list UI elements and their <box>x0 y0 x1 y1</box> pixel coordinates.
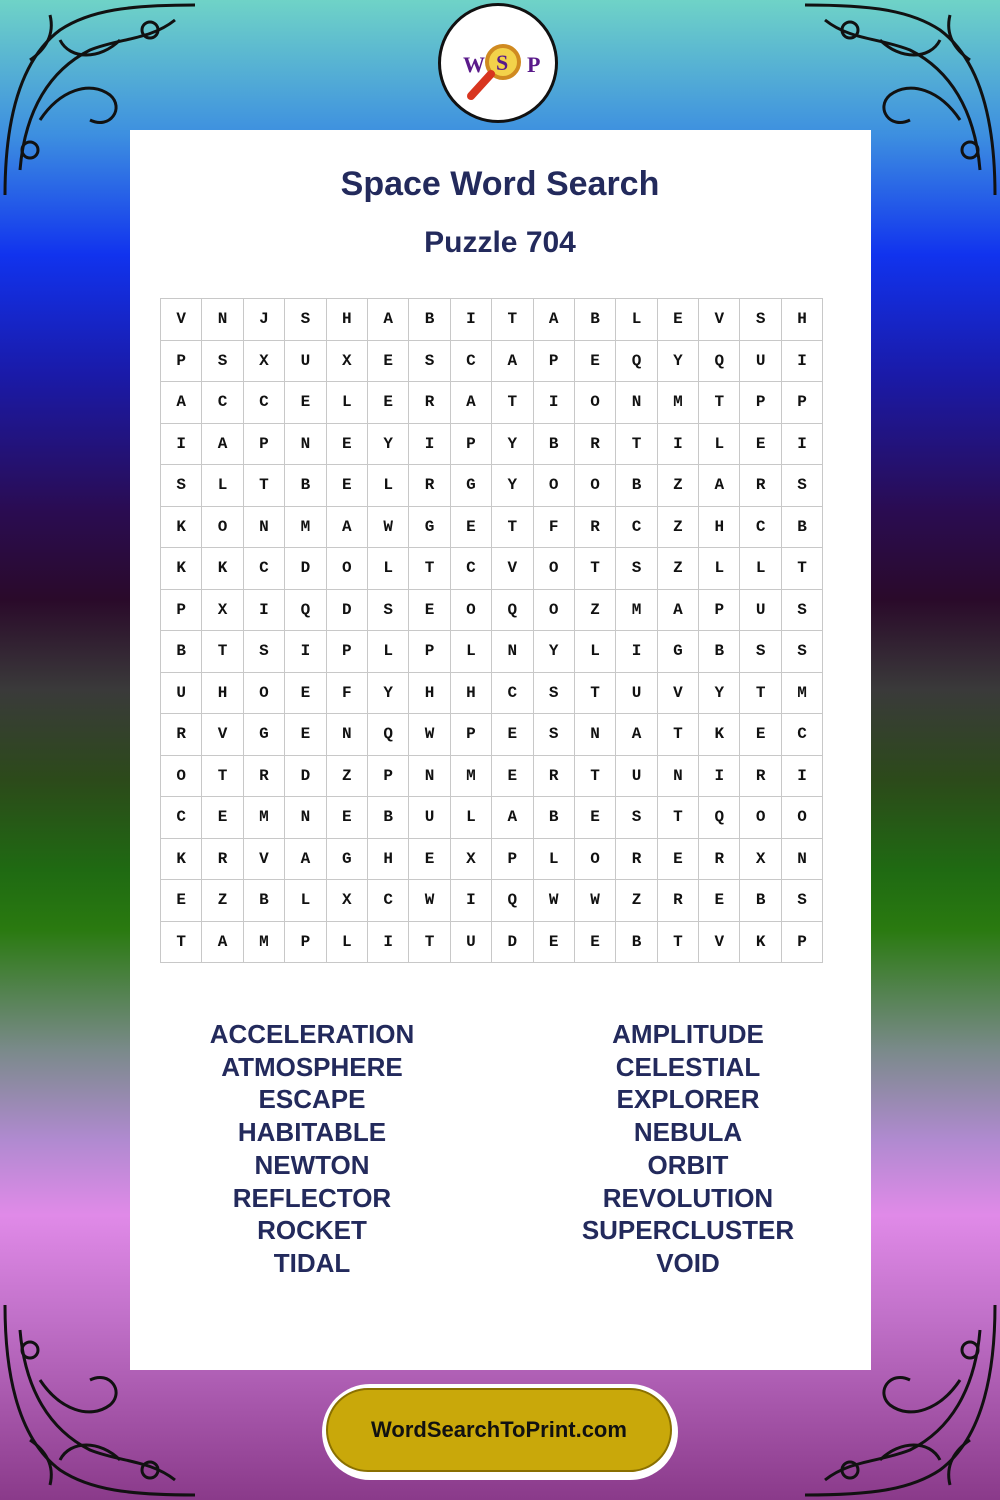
grid-row <box>161 506 823 548</box>
grid-cell[interactable]: I <box>657 423 698 465</box>
grid-cell[interactable]: I <box>781 340 822 382</box>
grid-cell[interactable]: K <box>699 714 740 756</box>
grid-cell[interactable]: S <box>740 631 781 673</box>
grid-cell[interactable]: T <box>740 672 781 714</box>
grid-cell[interactable]: M <box>616 589 657 631</box>
grid-cell[interactable]: M <box>243 921 284 963</box>
grid-cell[interactable]: N <box>781 838 822 880</box>
grid-cell[interactable]: N <box>492 631 533 673</box>
footer-site-link[interactable]: WordSearchToPrint.com <box>326 1388 672 1472</box>
grid-cell[interactable]: A <box>492 797 533 839</box>
grid-cell[interactable]: Y <box>367 423 408 465</box>
grid-cell[interactable]: O <box>533 465 574 507</box>
grid-cell[interactable]: H <box>326 299 367 341</box>
grid-cell[interactable]: N <box>409 755 450 797</box>
grid-cell[interactable]: T <box>409 921 450 963</box>
grid-cell[interactable]: A <box>492 340 533 382</box>
grid-cell[interactable]: N <box>657 755 698 797</box>
grid-cell[interactable]: Z <box>657 506 698 548</box>
grid-cell[interactable]: B <box>409 299 450 341</box>
grid-cell[interactable]: X <box>326 340 367 382</box>
grid-cell[interactable]: O <box>740 797 781 839</box>
grid-cell[interactable]: C <box>202 382 243 424</box>
grid-row <box>161 340 823 382</box>
grid-cell[interactable]: S <box>243 631 284 673</box>
grid-cell[interactable]: P <box>161 589 202 631</box>
grid-cell[interactable]: P <box>781 921 822 963</box>
grid-row <box>161 714 823 756</box>
grid-cell[interactable]: V <box>492 548 533 590</box>
grid-cell[interactable]: O <box>533 589 574 631</box>
word-list-item: AMPLITUDE <box>612 1019 764 1049</box>
word-list-item: HABITABLE <box>237 1117 387 1148</box>
page-title: Space Word Search <box>340 165 660 203</box>
grid-cell[interactable]: H <box>409 672 450 714</box>
grid-cell[interactable]: G <box>657 631 698 673</box>
grid-cell[interactable]: D <box>285 755 326 797</box>
grid-cell[interactable]: S <box>533 714 574 756</box>
letter-grid <box>160 298 823 963</box>
grid-cell[interactable]: E <box>492 714 533 756</box>
grid-cell[interactable]: M <box>781 672 822 714</box>
word-list-item: ATMOSPHERE <box>221 1051 403 1082</box>
grid-cell[interactable]: Q <box>492 880 533 922</box>
grid-cell[interactable]: G <box>450 465 491 507</box>
grid-cell[interactable]: L <box>326 382 367 424</box>
grid-cell[interactable]: T <box>616 423 657 465</box>
grid-cell[interactable]: E <box>533 921 574 963</box>
grid-cell[interactable]: U <box>409 797 450 839</box>
grid-cell[interactable]: H <box>367 838 408 880</box>
grid-cell[interactable]: K <box>161 838 202 880</box>
grid-cell[interactable]: I <box>367 921 408 963</box>
grid-cell[interactable]: I <box>409 423 450 465</box>
grid-cell[interactable]: R <box>657 880 698 922</box>
grid-cell[interactable]: Z <box>657 548 698 590</box>
grid-cell[interactable]: W <box>533 880 574 922</box>
grid-cell[interactable]: R <box>202 838 243 880</box>
grid-cell[interactable]: S <box>781 465 822 507</box>
grid-cell[interactable]: L <box>450 631 491 673</box>
grid-cell[interactable]: X <box>740 838 781 880</box>
grid-cell[interactable]: R <box>740 465 781 507</box>
grid-cell[interactable]: B <box>533 423 574 465</box>
grid-cell[interactable]: Z <box>202 880 243 922</box>
grid-cell[interactable]: T <box>161 921 202 963</box>
grid-cell[interactable]: S <box>616 797 657 839</box>
grid-cell[interactable]: A <box>657 589 698 631</box>
grid-cell[interactable]: Y <box>699 672 740 714</box>
grid-cell[interactable]: B <box>616 921 657 963</box>
grid-cell[interactable]: M <box>450 755 491 797</box>
grid-cell[interactable]: D <box>492 921 533 963</box>
grid-cell[interactable]: R <box>409 465 450 507</box>
grid-cell[interactable]: E <box>574 340 615 382</box>
logo-letter-w: W <box>463 52 485 77</box>
grid-cell[interactable]: V <box>243 838 284 880</box>
grid-cell[interactable]: S <box>409 340 450 382</box>
grid-cell[interactable]: W <box>574 880 615 922</box>
grid-cell[interactable]: P <box>699 589 740 631</box>
grid-cell[interactable]: E <box>161 880 202 922</box>
grid-cell[interactable]: E <box>285 672 326 714</box>
grid-cell[interactable]: Q <box>367 714 408 756</box>
grid-cell[interactable]: S <box>367 589 408 631</box>
grid-cell[interactable]: E <box>285 714 326 756</box>
word-list-item: REVOLUTION <box>602 1182 774 1213</box>
grid-cell[interactable]: U <box>616 672 657 714</box>
grid-cell[interactable]: M <box>243 797 284 839</box>
grid-cell[interactable]: O <box>243 672 284 714</box>
word-list-item: SUPERCLUSTER <box>581 1215 795 1246</box>
grid-cell[interactable]: H <box>781 299 822 341</box>
grid-cell[interactable]: L <box>367 465 408 507</box>
grid-cell[interactable]: A <box>285 838 326 880</box>
grid-row <box>161 631 823 673</box>
grid-cell[interactable]: J <box>243 299 284 341</box>
grid-cell[interactable]: L <box>699 548 740 590</box>
grid-cell[interactable]: Z <box>326 755 367 797</box>
word-list-item: ACCELERATION <box>209 1019 415 1049</box>
grid-cell[interactable]: P <box>450 714 491 756</box>
grid-cell[interactable]: L <box>533 838 574 880</box>
grid-cell[interactable]: O <box>781 797 822 839</box>
grid-cell[interactable]: L <box>450 797 491 839</box>
grid-cell[interactable]: I <box>285 631 326 673</box>
grid-cell[interactable]: P <box>533 340 574 382</box>
grid-cell[interactable]: V <box>699 299 740 341</box>
grid-row <box>161 672 823 714</box>
grid-row <box>161 423 823 465</box>
grid-cell[interactable]: I <box>616 631 657 673</box>
grid-cell[interactable]: R <box>161 714 202 756</box>
grid-cell[interactable]: R <box>243 755 284 797</box>
grid-cell[interactable]: E <box>657 838 698 880</box>
grid-cell[interactable]: T <box>657 797 698 839</box>
word-list-item: ORBIT <box>647 1149 729 1180</box>
grid-cell[interactable]: T <box>781 548 822 590</box>
grid-cell[interactable]: E <box>202 797 243 839</box>
word-list-item: TIDAL <box>273 1247 351 1278</box>
grid-cell[interactable]: E <box>326 423 367 465</box>
grid-cell[interactable]: B <box>285 465 326 507</box>
grid-cell[interactable]: U <box>740 589 781 631</box>
grid-cell[interactable]: Y <box>367 672 408 714</box>
grid-cell[interactable]: T <box>409 548 450 590</box>
grid-cell[interactable]: C <box>450 548 491 590</box>
logo-letter-p: P <box>527 52 541 77</box>
grid-cell[interactable]: T <box>699 382 740 424</box>
grid-cell[interactable]: Q <box>616 340 657 382</box>
grid-cell[interactable]: N <box>285 423 326 465</box>
grid-cell[interactable]: E <box>285 382 326 424</box>
grid-row <box>161 589 823 631</box>
grid-cell[interactable]: T <box>492 382 533 424</box>
grid-cell[interactable]: T <box>657 714 698 756</box>
grid-cell[interactable]: B <box>781 506 822 548</box>
grid-cell[interactable]: A <box>202 921 243 963</box>
grid-cell[interactable]: B <box>699 631 740 673</box>
grid-cell[interactable]: P <box>161 340 202 382</box>
word-list-right <box>538 1018 838 1280</box>
grid-cell[interactable]: W <box>409 714 450 756</box>
grid-cell[interactable]: O <box>161 755 202 797</box>
grid-cell[interactable]: Z <box>616 880 657 922</box>
grid-cell[interactable]: L <box>574 631 615 673</box>
grid-cell[interactable]: Y <box>492 423 533 465</box>
grid-cell[interactable]: S <box>161 465 202 507</box>
grid-cell[interactable]: L <box>367 548 408 590</box>
grid-cell[interactable]: R <box>699 838 740 880</box>
puzzle-number: Puzzle 704 <box>424 226 576 259</box>
grid-cell[interactable]: X <box>450 838 491 880</box>
grid-cell[interactable]: Y <box>533 631 574 673</box>
word-list-item: VOID <box>656 1247 720 1278</box>
grid-cell[interactable]: F <box>533 506 574 548</box>
grid-cell[interactable]: X <box>243 340 284 382</box>
grid-row <box>161 299 823 341</box>
grid-cell[interactable]: T <box>492 506 533 548</box>
grid-cell[interactable]: N <box>574 714 615 756</box>
grid-cell[interactable]: K <box>161 548 202 590</box>
grid-cell[interactable]: N <box>616 382 657 424</box>
grid-cell[interactable]: O <box>533 548 574 590</box>
grid-cell[interactable]: L <box>202 465 243 507</box>
grid-row <box>161 465 823 507</box>
grid-cell[interactable]: C <box>450 340 491 382</box>
word-list-item: EXPLORER <box>616 1084 760 1115</box>
grid-cell[interactable]: E <box>326 465 367 507</box>
grid-cell[interactable]: M <box>285 506 326 548</box>
grid-cell[interactable]: C <box>243 548 284 590</box>
grid-cell[interactable]: I <box>781 423 822 465</box>
grid-cell[interactable]: C <box>243 382 284 424</box>
grid-cell[interactable]: I <box>533 382 574 424</box>
grid-cell[interactable]: B <box>574 299 615 341</box>
grid-cell[interactable]: R <box>533 755 574 797</box>
grid-cell[interactable]: B <box>161 631 202 673</box>
grid-cell[interactable]: N <box>202 299 243 341</box>
grid-cell[interactable]: B <box>243 880 284 922</box>
grid-cell[interactable]: B <box>616 465 657 507</box>
grid-cell[interactable]: N <box>243 506 284 548</box>
grid-cell[interactable]: I <box>243 589 284 631</box>
grid-cell[interactable]: X <box>326 880 367 922</box>
grid-cell[interactable]: I <box>699 755 740 797</box>
grid-cell[interactable]: W <box>409 880 450 922</box>
grid-cell[interactable]: V <box>202 714 243 756</box>
grid-cell[interactable]: S <box>740 299 781 341</box>
grid-cell[interactable]: E <box>574 797 615 839</box>
grid-cell[interactable]: P <box>243 423 284 465</box>
grid-cell[interactable]: E <box>326 797 367 839</box>
grid-cell[interactable]: N <box>326 714 367 756</box>
grid-cell[interactable]: R <box>740 755 781 797</box>
grid-cell[interactable]: R <box>409 382 450 424</box>
grid-cell[interactable]: T <box>202 631 243 673</box>
grid-cell[interactable]: U <box>616 755 657 797</box>
grid-cell[interactable]: E <box>699 880 740 922</box>
grid-cell[interactable]: C <box>161 797 202 839</box>
grid-cell[interactable]: L <box>699 423 740 465</box>
grid-cell[interactable]: P <box>367 755 408 797</box>
grid-cell[interactable]: N <box>285 797 326 839</box>
grid-cell[interactable]: S <box>285 299 326 341</box>
logo-letter-s: S <box>496 50 509 75</box>
grid-cell[interactable]: A <box>326 506 367 548</box>
grid-cell[interactable]: O <box>574 838 615 880</box>
grid-cell[interactable]: L <box>326 921 367 963</box>
grid-cell[interactable]: L <box>616 299 657 341</box>
grid-cell[interactable]: H <box>699 506 740 548</box>
grid-cell[interactable]: G <box>243 714 284 756</box>
grid-cell[interactable]: E <box>492 755 533 797</box>
grid-cell[interactable]: Q <box>699 797 740 839</box>
grid-cell[interactable]: P <box>781 382 822 424</box>
grid-cell[interactable]: K <box>161 506 202 548</box>
grid-cell[interactable]: S <box>781 589 822 631</box>
site-logo[interactable] <box>438 3 558 123</box>
grid-cell[interactable]: A <box>202 423 243 465</box>
grid-cell[interactable]: E <box>574 921 615 963</box>
grid-cell[interactable]: E <box>740 423 781 465</box>
grid-cell[interactable]: H <box>450 672 491 714</box>
grid-cell[interactable]: E <box>409 838 450 880</box>
grid-cell[interactable]: T <box>574 672 615 714</box>
grid-cell[interactable]: I <box>450 880 491 922</box>
grid-cell[interactable]: L <box>367 631 408 673</box>
grid-cell[interactable]: K <box>202 548 243 590</box>
grid-cell[interactable]: O <box>326 548 367 590</box>
grid-cell[interactable]: Q <box>285 589 326 631</box>
grid-cell[interactable]: X <box>202 589 243 631</box>
grid-cell[interactable]: A <box>161 382 202 424</box>
grid-cell[interactable]: P <box>740 382 781 424</box>
grid-cell[interactable]: R <box>574 423 615 465</box>
grid-cell[interactable]: V <box>699 921 740 963</box>
grid-cell[interactable]: A <box>450 382 491 424</box>
grid-cell[interactable]: O <box>450 589 491 631</box>
word-list-item: NEBULA <box>633 1117 743 1148</box>
footer-badge[interactable] <box>322 1384 678 1480</box>
grid-cell[interactable]: R <box>616 838 657 880</box>
grid-cell[interactable]: C <box>492 672 533 714</box>
word-list-item: CELESTIAL <box>615 1051 761 1082</box>
grid-cell[interactable]: C <box>616 506 657 548</box>
grid-cell[interactable]: L <box>740 548 781 590</box>
grid-cell[interactable]: G <box>326 838 367 880</box>
grid-cell[interactable]: D <box>326 589 367 631</box>
grid-cell[interactable]: B <box>740 880 781 922</box>
grid-cell[interactable]: Z <box>574 589 615 631</box>
grid-cell[interactable]: M <box>657 382 698 424</box>
grid-row <box>161 921 823 963</box>
grid-cell[interactable]: Y <box>657 340 698 382</box>
grid-cell[interactable]: O <box>574 465 615 507</box>
grid-cell[interactable]: A <box>616 714 657 756</box>
grid-cell[interactable]: U <box>450 921 491 963</box>
grid-cell[interactable]: I <box>781 755 822 797</box>
grid-cell[interactable]: O <box>574 382 615 424</box>
grid-cell[interactable]: B <box>367 797 408 839</box>
grid-cell[interactable]: P <box>450 423 491 465</box>
grid-cell[interactable]: Z <box>657 465 698 507</box>
grid-cell[interactable]: T <box>243 465 284 507</box>
grid-cell[interactable]: O <box>202 506 243 548</box>
grid-cell[interactable]: T <box>574 755 615 797</box>
grid-cell[interactable]: U <box>285 340 326 382</box>
grid-row <box>161 382 823 424</box>
grid-cell[interactable]: V <box>657 672 698 714</box>
grid-cell[interactable]: S <box>533 672 574 714</box>
word-list-left <box>162 1018 462 1280</box>
grid-cell[interactable]: P <box>492 838 533 880</box>
grid-cell[interactable]: E <box>409 589 450 631</box>
grid-row <box>161 755 823 797</box>
grid-cell[interactable]: Q <box>492 589 533 631</box>
grid-row <box>161 548 823 590</box>
grid-cell[interactable]: W <box>367 506 408 548</box>
grid-cell[interactable]: B <box>533 797 574 839</box>
grid-cell[interactable]: I <box>450 299 491 341</box>
grid-cell[interactable]: T <box>574 548 615 590</box>
grid-cell[interactable]: E <box>367 382 408 424</box>
grid-cell[interactable]: A <box>367 299 408 341</box>
grid-cell[interactable]: T <box>657 921 698 963</box>
grid-cell[interactable]: V <box>161 299 202 341</box>
grid-cell[interactable]: P <box>326 631 367 673</box>
grid-cell[interactable]: T <box>492 299 533 341</box>
grid-cell[interactable]: P <box>409 631 450 673</box>
grid-cell[interactable]: U <box>161 672 202 714</box>
grid-cell[interactable]: U <box>740 340 781 382</box>
grid-cell[interactable]: S <box>202 340 243 382</box>
grid-cell[interactable]: D <box>285 548 326 590</box>
grid-row <box>161 880 823 922</box>
grid-cell[interactable]: S <box>781 631 822 673</box>
grid-cell[interactable]: R <box>574 506 615 548</box>
grid-cell[interactable]: E <box>450 506 491 548</box>
grid-cell[interactable]: Y <box>492 465 533 507</box>
word-list-item: ROCKET <box>257 1215 367 1246</box>
grid-cell[interactable]: S <box>616 548 657 590</box>
grid-cell[interactable]: A <box>533 299 574 341</box>
grid-cell[interactable]: I <box>161 423 202 465</box>
grid-cell[interactable]: K <box>740 921 781 963</box>
grid-cell[interactable]: L <box>285 880 326 922</box>
grid-cell[interactable]: E <box>740 714 781 756</box>
grid-cell[interactable]: G <box>409 506 450 548</box>
word-list-item: NEWTON <box>254 1149 370 1180</box>
grid-cell[interactable]: T <box>202 755 243 797</box>
grid-cell[interactable]: C <box>740 506 781 548</box>
word-list-item: ESCAPE <box>258 1084 366 1115</box>
grid-cell[interactable]: P <box>285 921 326 963</box>
grid-row <box>161 838 823 880</box>
grid-cell[interactable]: C <box>781 714 822 756</box>
grid-cell[interactable]: E <box>657 299 698 341</box>
grid-cell[interactable]: F <box>326 672 367 714</box>
grid-cell[interactable]: A <box>699 465 740 507</box>
grid-cell[interactable]: E <box>367 340 408 382</box>
grid-cell[interactable]: C <box>367 880 408 922</box>
grid-row <box>161 797 823 839</box>
grid-cell[interactable]: H <box>202 672 243 714</box>
grid-cell[interactable]: Q <box>699 340 740 382</box>
word-list-item: REFLECTOR <box>232 1182 392 1213</box>
grid-cell[interactable]: S <box>781 880 822 922</box>
